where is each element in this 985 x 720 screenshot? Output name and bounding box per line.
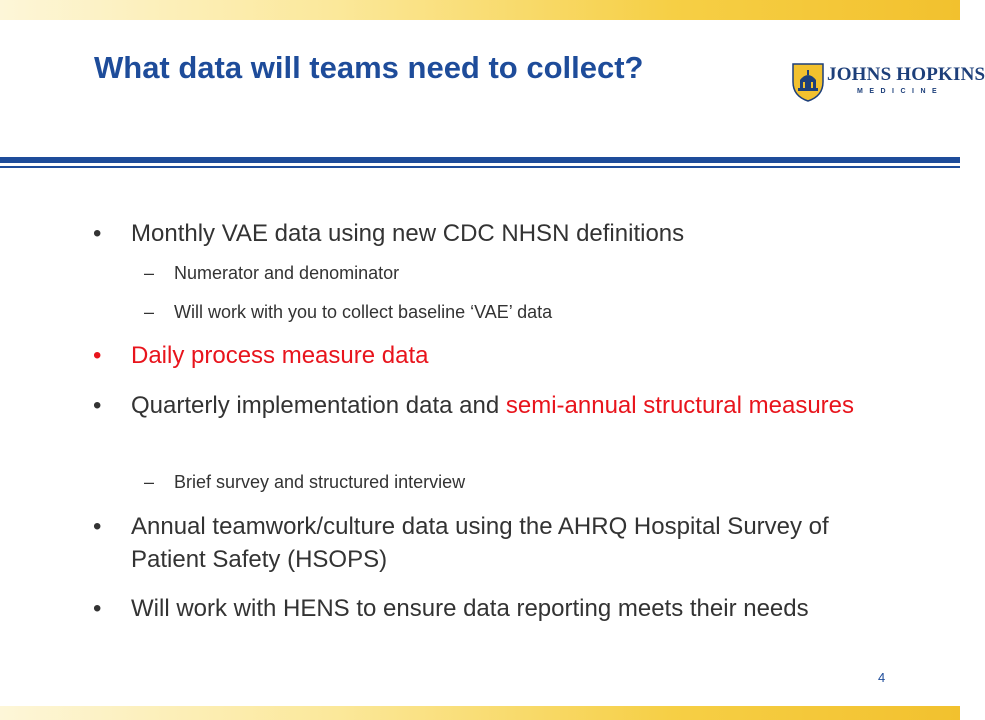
bullet-marker: • <box>93 220 102 247</box>
dash-marker: – <box>144 472 155 492</box>
bullet-text-highlight: semi-annual structural measures <box>505 392 855 419</box>
bullet-marker: • <box>93 392 102 419</box>
dash-marker: – <box>144 263 155 283</box>
bullet-text: Daily process measure data <box>131 342 429 369</box>
bullet-text: Will work with HENS to ensure data reporting meets their needs <box>131 595 809 622</box>
bullet-text: Annual teamwork/culture data using the AHRQ Hospital Survey of Patient Safety (HSOPS) <box>131 513 829 573</box>
top-gold-band <box>0 0 960 20</box>
bullet-text: Monthly VAE data using new CDC NHSN definitions <box>131 220 685 247</box>
logo-subtitle: MEDICINE <box>857 88 944 95</box>
bullet-item-hens <box>93 592 891 625</box>
sub-item-baseline <box>144 300 874 324</box>
bullet-item-monthly-vae <box>93 217 891 250</box>
dome-shield-icon <box>791 58 825 102</box>
bullet-item-quarterly <box>93 389 891 422</box>
logo-name: JOHNS HOPKINS <box>827 64 985 85</box>
sub-item-brief-survey <box>144 470 874 494</box>
sub-item-numerator <box>144 261 874 285</box>
bottom-gold-band <box>0 706 960 720</box>
sub-item-text: Numerator and denominator <box>174 263 400 283</box>
bullet-marker: • <box>93 513 102 540</box>
slide-title: What data will teams need to collect? <box>94 50 644 85</box>
johns-hopkins-logo <box>791 58 985 104</box>
bullet-marker: • <box>93 595 102 622</box>
bullet-item-daily-process <box>93 339 891 372</box>
title-divider-thick <box>0 157 960 163</box>
bullet-marker: • <box>93 342 102 369</box>
title-divider-thin <box>0 166 960 168</box>
bullet-item-annual-teamwork <box>93 510 891 576</box>
dash-marker: – <box>144 302 155 322</box>
sub-item-text: Brief survey and structured interview <box>174 472 466 492</box>
bullet-text: Quarterly implementation data and <box>131 392 506 419</box>
sub-item-text: Will work with you to collect baseline ‘VAE’ data <box>174 302 553 322</box>
page-number: 4 <box>878 670 886 685</box>
